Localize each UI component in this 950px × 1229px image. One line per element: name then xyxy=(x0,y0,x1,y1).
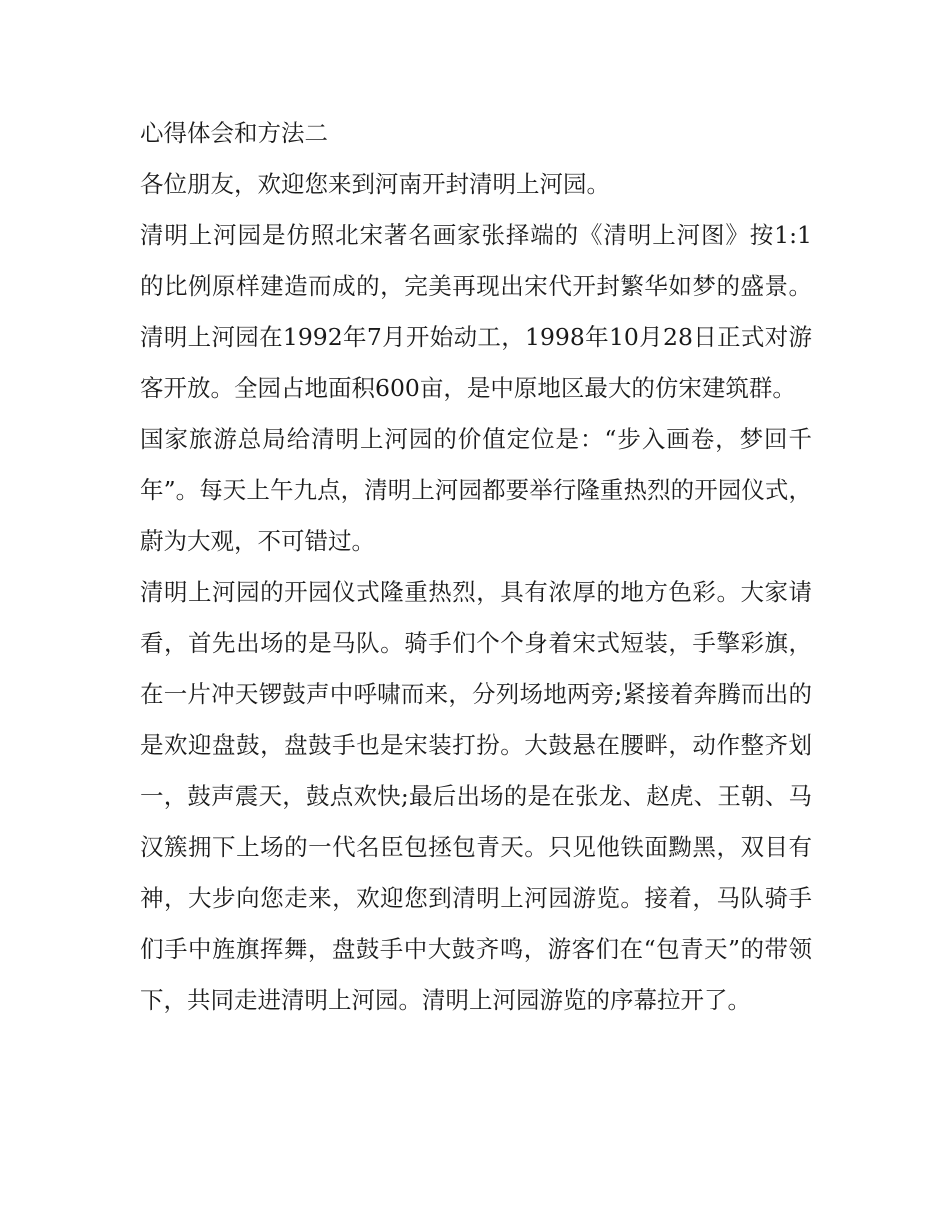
paragraph-introduction: 清明上河园是仿照北宋著名画家张择端的《清明上河图》按1:1的比例原样建造而成的，完美再现出宋代开封繁华如梦的盛景。清明上河园在1992年7月开始动工，1998年10月28日正式对游客开放。全园占地面积600亩，是中原地区最大的仿宋建筑群。 xyxy=(140,221,812,402)
paragraph-value-positioning: 国家旅游总局给清明上河园的价值定位是：“步入画卷，梦回千年”。每天上午九点，清明上河园都要举行隆重热烈的开园仪式，蔚为大观，不可错过。 xyxy=(140,425,812,555)
paragraph-greeting: 各位朋友，欢迎您来到河南开封清明上河园。 xyxy=(140,170,610,198)
document-body xyxy=(140,108,812,1026)
document-title: 心得体会和方法二 xyxy=(140,119,328,147)
paragraph-opening-ceremony: 清明上河园的开园仪式隆重热烈，具有浓厚的地方色彩。大家请看，首先出场的是马队。骑手们个个身着宋式短装，手擎彩旗，在一片冲天锣鼓声中呼啸而来，分列场地两旁;紧接着奔腾而出的是欢迎盘鼓，盘鼓手也是宋装打扮。大鼓悬在腰畔，动作整齐划一，鼓声震天，鼓点欢快;最后出场的是在张龙、赵虎、王朝、马汉簇拥下上场的一代名臣包拯包青天。只见他铁面黝黑，双目有神，大步向您走来，欢迎您到清明上河园游览。接着，马队骑手们手中旌旗挥舞，盘鼓手中大鼓齐鸣，游客们在“包青天”的带领下，共同走进清明上河园。清明上河园游览的序幕拉开了。 xyxy=(140,578,812,1014)
